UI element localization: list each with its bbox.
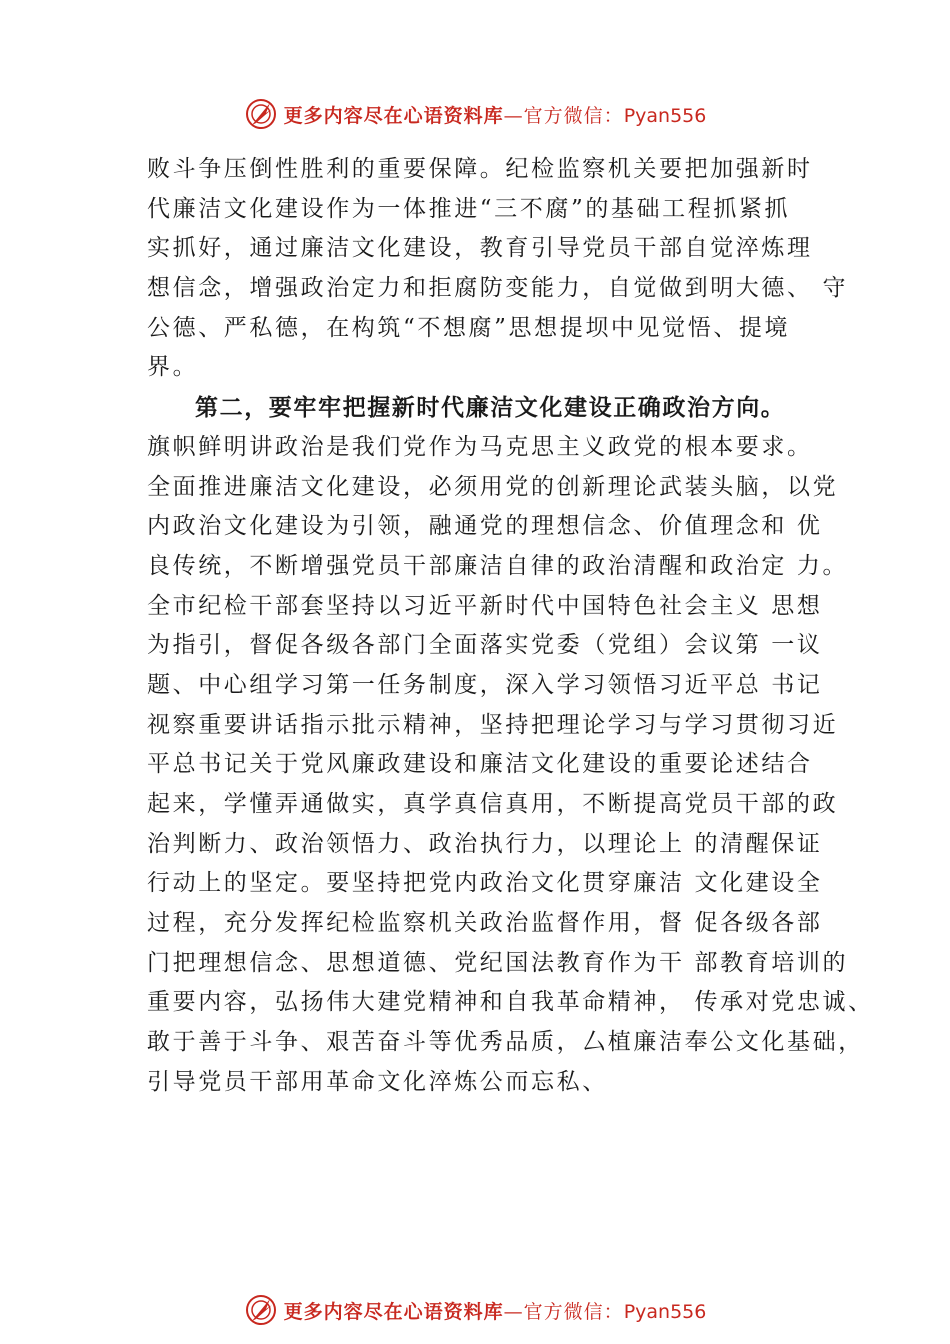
section-heading: 第二，要牢牢把握新时代廉洁文化建设正确政治方向。: [195, 394, 786, 422]
text-line: 公德、严私德，在构筑“不想腐”思想提坝中见觉悟、提境: [147, 314, 791, 341]
text-line: 视察重要讲话指示批示精神，坚持把理论学习与学习贯彻习近: [147, 711, 839, 738]
watermark-text: [284, 1297, 707, 1324]
watermark-separator: —: [503, 104, 524, 127]
text-line: 败斗争压倒性胜利的重要保障。纪检监察机关要把加强新时: [147, 156, 813, 182]
watermark-id: Pyan556: [623, 1300, 707, 1323]
text-line: 旗帜鲜明讲政治是我们党作为马克思主义政党的根本要求。: [147, 433, 813, 460]
watermark-wechat: 官方微信：: [523, 1300, 624, 1323]
quill-logo-icon: [244, 97, 278, 131]
text-line: 全市纪检干部套坚持以习近平新时代中国特色社会主义 思想: [147, 592, 823, 619]
watermark-id: Pyan556: [623, 104, 707, 127]
text-line: 内政治文化建设为引领，融通党的理想信念、价值理念和 优: [147, 513, 823, 540]
document-body: [147, 150, 874, 1103]
watermark-site: 更多内容尽在心语资料库: [283, 104, 504, 127]
watermark-separator: —: [503, 1300, 524, 1323]
text-line: 题、中心组学习第一任务制度，深入学习领悟习近平总 书记: [147, 671, 823, 698]
text-line: 行动上的坚定。要坚持把党内政治文化贯穿廉洁 文化建设全: [147, 870, 823, 897]
text-line: 过程，充分发挥纪检监察机关政治监督作用，督 促各级各部: [147, 910, 823, 937]
text-line: 治判断力、政治领悟力、政治执行力，以理论上 的清醒保证: [147, 830, 823, 857]
text-line: 起来，学懂弄通做实，真学真信真用，不断提高党员干部的政: [147, 791, 839, 817]
text-line: 界。: [147, 354, 199, 381]
watermark-text: [284, 101, 707, 128]
text-line: 重要内容，弘扬伟大建党精神和自我革命精神， 传承对党忠诚、: [147, 989, 874, 1016]
text-line: 想信念，增强政治定力和拒腐防变能力，自觉做到明大德、 守: [147, 275, 849, 302]
text-line: 平总书记关于党风廉政建设和廉洁文化建设的重要论述结合: [147, 751, 813, 778]
watermark-wechat: 官方微信：: [523, 104, 624, 127]
text-line: 引导党员干部用革命文化淬炼公而忘私、: [147, 1068, 608, 1095]
footer-watermark: [0, 1290, 950, 1330]
text-line: 门把理想信念、思想道德、党纪国法教育作为干 部教育培训的: [147, 949, 849, 976]
watermark-site: 更多内容尽在心语资料库: [283, 1300, 504, 1323]
text-line: 全面推进廉洁文化建设，必须用党的创新理论武装头脑，以党: [147, 473, 839, 500]
text-line: 代廉洁文化建设作为一体推进“三不腐”的基础工程抓紧抓: [147, 195, 791, 222]
text-line: 实抓好，通过廉洁文化建设，教育引导党员干部自觉淬炼理: [147, 235, 813, 262]
header-watermark: [0, 94, 950, 134]
quill-logo-icon: [244, 1293, 278, 1327]
text-line: 为指引，督促各级各部门全面落实党委（党组）会议第 一议: [147, 632, 823, 659]
text-line: 良传统，不断增强党员干部廉洁自律的政治清醒和政治定 力。: [147, 552, 849, 579]
text-line: 敢于善于斗争、艰苦奋斗等优秀品质，厶植廉洁奉公文化基础，: [147, 1029, 864, 1056]
